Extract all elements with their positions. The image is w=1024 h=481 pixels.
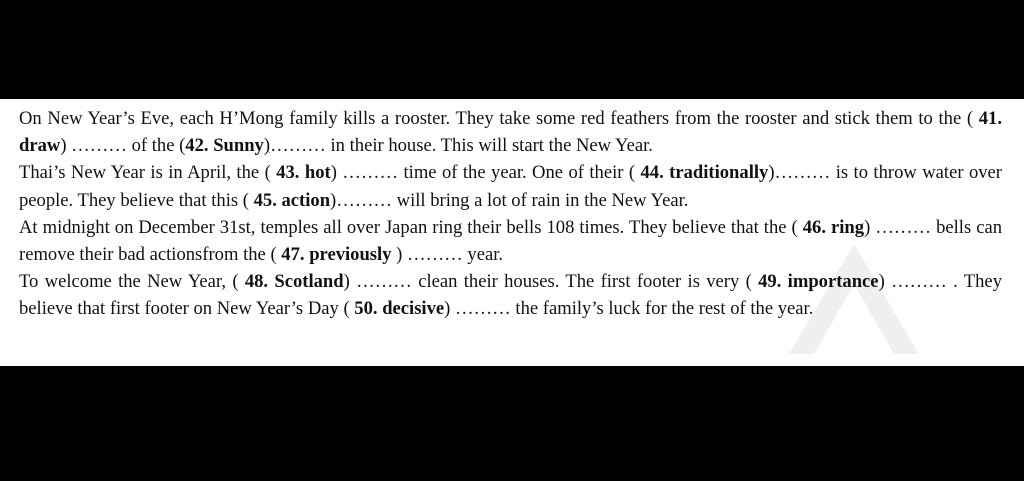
prompt-44: 44. traditionally <box>640 162 769 184</box>
text: ) ……… clean their houses. The first footer is very ( <box>343 271 759 293</box>
text: ) ……… . They believe that first footer on New Year’s Day ( <box>19 271 1002 320</box>
prompt-41: 41. draw <box>19 108 1002 157</box>
paragraph-japan <box>19 214 1002 268</box>
text: ) ……… bells can remove their bad actionsfrom the ( <box>19 216 1002 266</box>
text: )……… is to throw water over people. They believe that this ( <box>19 162 1002 211</box>
paragraph-scotland <box>19 268 1002 322</box>
prompt-50: 50. decisive <box>354 298 445 320</box>
prompt-47: 47. previously <box>281 244 392 266</box>
text: On New Year’s Eve, each H’Mong family kills a rooster. They take some red feathers from the rooster and stick them to the ( <box>19 108 979 129</box>
text: ) ……… the family’s luck for the rest of the year. <box>444 298 814 320</box>
exercise-panel <box>0 99 1024 366</box>
prompt-49: 49. importance <box>758 271 879 293</box>
prompt-42: 42. Sunny <box>185 135 264 157</box>
prompt-46: 46. ring <box>802 216 865 238</box>
text: ) <box>263 135 271 157</box>
prompt-45: 45. action <box>253 189 331 211</box>
text: To welcome the New Year, ( <box>19 271 245 293</box>
prompt-43: 43. hot <box>276 162 331 184</box>
text: ) ……… time of the year. One of their ( <box>330 162 641 184</box>
paragraph-hmong <box>19 105 1002 159</box>
text: )……… will bring a lot of rain in the New Year. <box>330 189 689 211</box>
paragraph-thai <box>19 159 1002 213</box>
text: ……… in their house. This will start the New Year. <box>270 135 653 157</box>
text: At midnight on December 31st, temples all over Japan ring their bells 108 times. They believe that the ( <box>19 216 803 238</box>
text: Thai’s New Year is in April, the ( <box>19 162 277 184</box>
text: ) ……… year. <box>391 244 504 266</box>
prompt-48: 48. Scotland <box>244 271 344 293</box>
text: ) ……… of the ( <box>60 135 186 157</box>
